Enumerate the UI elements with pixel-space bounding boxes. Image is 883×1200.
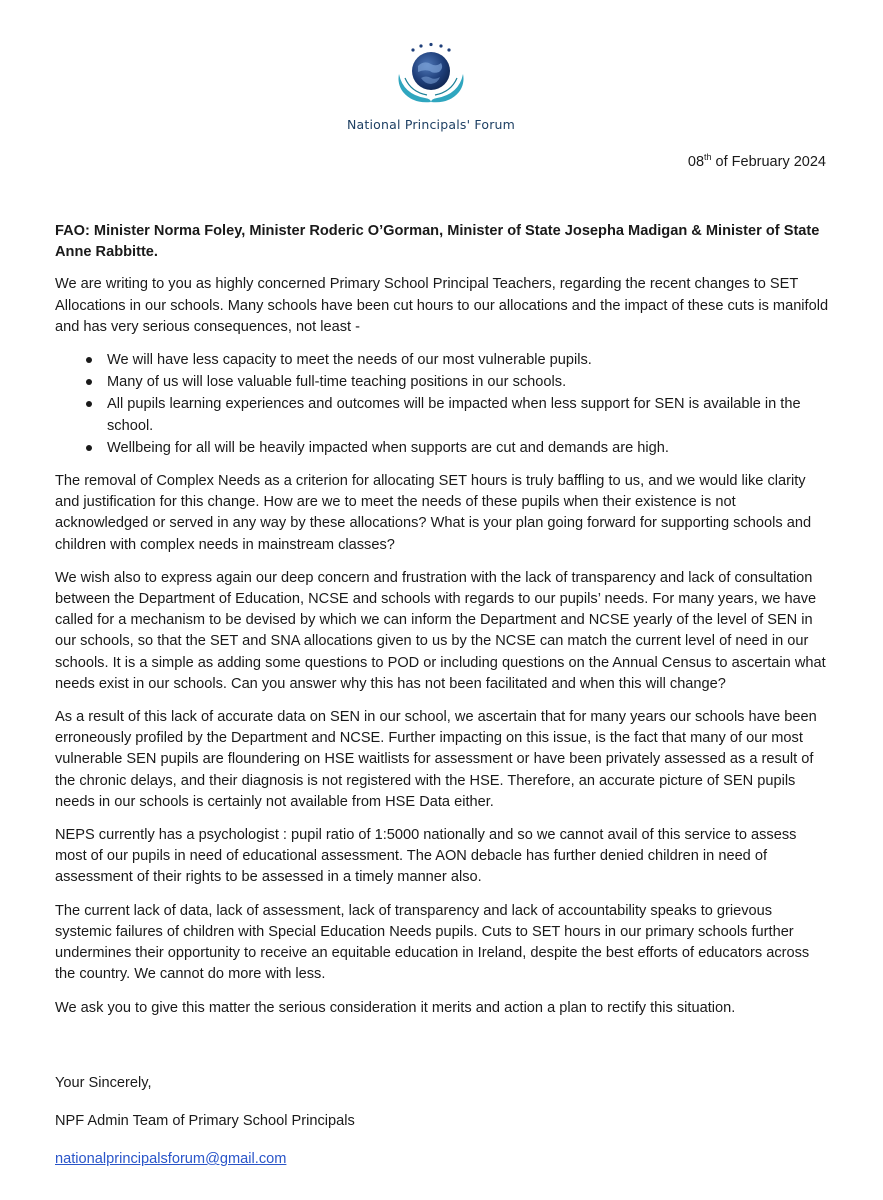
request-paragraph: We ask you to give this matter the serious consideration it merits and action a plan to rectify this situation. bbox=[55, 999, 736, 1016]
date-suffix: th bbox=[704, 152, 712, 163]
list-item bbox=[55, 350, 831, 371]
date-month-year: of February 2024 bbox=[711, 154, 826, 170]
neps-paragraph: NEPS currently has a psychologist : pupil ratio of 1:5000 nationally and so we cannot avail of this service to assess most of our pupils in need of educational assessment. The AON debacle has further denied children in need of assessment of their rights to be assessed in a timely manner also. bbox=[55, 827, 797, 886]
list-item bbox=[55, 438, 831, 459]
list-item-text: All pupils learning experiences and outcomes will be impacted when less support for SEN is available in the school. bbox=[107, 396, 801, 434]
letter-body bbox=[55, 221, 831, 1031]
salutation: Your Sincerely, bbox=[55, 1075, 152, 1091]
email-link[interactable]: nationalprincipalsforum@gmail.com bbox=[55, 1151, 287, 1167]
bullet-icon bbox=[86, 445, 92, 451]
npf-logo bbox=[313, 38, 543, 138]
systemic-failures-paragraph: The current lack of data, lack of assessment, lack of transparency and lack of accountability speaks to grievous systemic failures of children with Special Education Needs pupils. Cuts to SET hours in our primary schools further undermines their opportunity to receive an equitable education in Ireland, despite the best efforts of educators across the country. We cannot do more with less. bbox=[55, 902, 810, 983]
date-day: 08 bbox=[687, 154, 705, 170]
bullet-icon bbox=[86, 401, 92, 407]
logo-caption: National Principals' Forum bbox=[346, 117, 516, 132]
complex-needs-paragraph: The removal of Complex Needs as a criterion for allocating SET hours is truly baffling to us, and we would like clarity and justification for this change. How are we to meet the needs of these pupils when their existence is not acknowledged or served in any way by these allocations? What is your plan going forward for supporting schools and children with complex needs in mainstream classes? bbox=[55, 473, 812, 553]
list-item-text: Many of us will lose valuable full-time teaching positions in our schools. bbox=[107, 374, 567, 391]
transparency-paragraph: We wish also to express again our deep concern and frustration with the lack of transparency and lack of consultation between the Department of Education, NCSE and schools with regards to our pupils’ needs. For many years, we have called for a mechanism to be devised by which we can inform the Department and NCSE yearly of the level of SEN in our schools, so that the SET and SNA allocations given to us by the NCSE can match the current level of need in our schools. It is a simple as adding some questions to POD or including questions on the Annual Census to ascertain what needs exist in our schools. Can you answer why this has not been facilitated and when this will change? bbox=[55, 569, 826, 692]
bullet-icon bbox=[86, 357, 92, 363]
list-item-text: We will have less capacity to meet the needs of our most vulnerable pupils. bbox=[107, 352, 592, 369]
data-paragraph: As a result of this lack of accurate data on SEN in our school, we ascertain that for many years our schools have been erroneously profiled by the Department and NCSE. Further impacting on this issue, is the fact that many of our most vulnerable SEN pupils are floundering on HSE waitlists for assessment or have been privately assessed as a result of the chronic delays, and their diagnosis is not registered with the HSE. Therefore, an accurate picture of SEN pupils needs in our schools is certainly not available from HSE Data either. bbox=[55, 709, 817, 810]
list-item bbox=[55, 372, 831, 393]
intro-paragraph: We are writing to you as highly concerned Primary School Principal Teachers, regarding the recent changes to SET Allocations in our schools. Many schools have been cut hours to our allocations and the impact of these cuts is manifold and has very serious consequences, not least - bbox=[55, 276, 829, 335]
list-item-text: Wellbeing for all will be heavily impacted when supports are cut and demands are high. bbox=[107, 439, 669, 456]
fao-line: FAO: Minister Norma Foley, Minister Roderic O’Gorman, Minister of State Josepha Madigan & Minister of State Anne Rabbitte. bbox=[55, 223, 820, 261]
list-item bbox=[55, 394, 831, 436]
letter-date bbox=[688, 154, 826, 170]
consequences-list bbox=[55, 350, 831, 459]
bullet-icon bbox=[86, 379, 92, 385]
signature: NPF Admin Team of Primary School Principals bbox=[55, 1113, 355, 1129]
letter-closing bbox=[55, 1073, 355, 1187]
globe-hands-icon bbox=[391, 38, 471, 114]
